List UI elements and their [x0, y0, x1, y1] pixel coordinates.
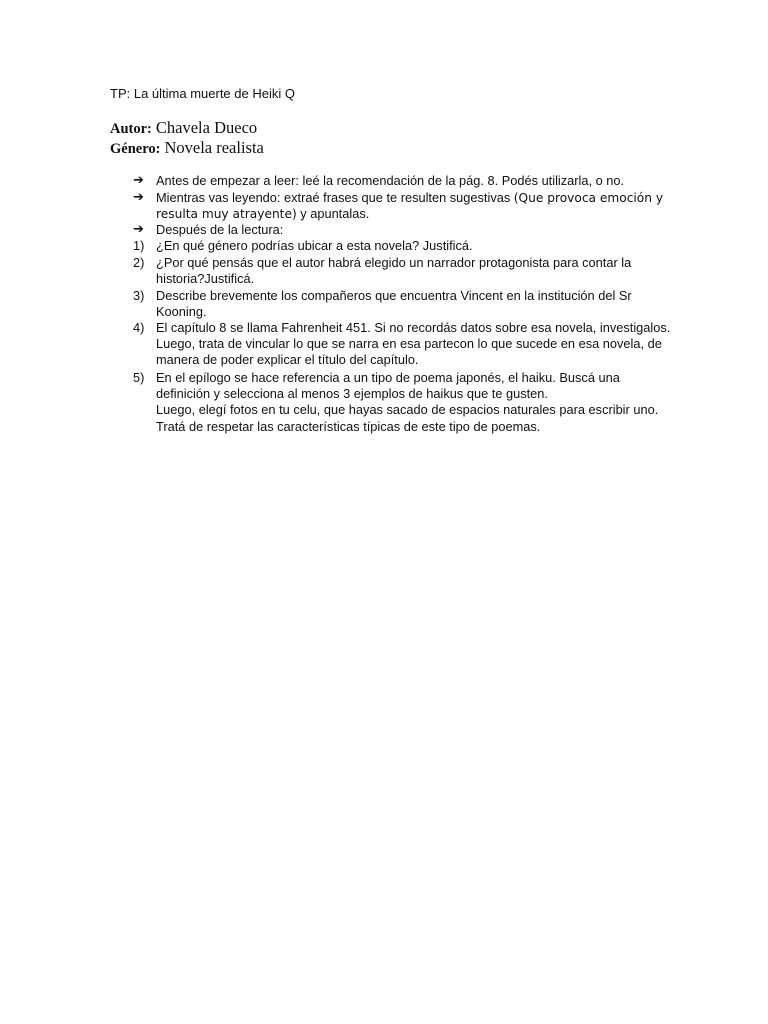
- bullet-text: Después de la lectura:: [156, 222, 284, 237]
- author-label: Autor:: [110, 121, 152, 137]
- bullet-text-definition: (Que provoca emoción y resulta muy atrayente): [156, 191, 664, 222]
- question-item: [133, 370, 673, 435]
- question-text: El capítulo 8 se llama Fahrenheit 451. Si no recordás datos sobre esa novela, investigalos. Luego, trata de vincular lo que se narra en esa partecon lo que sucede en esa novela, de manera de poder explicar el título del capítulo.: [156, 320, 671, 368]
- question-text: ¿Por qué pensás que el autor habrá elegido un narrador protagonista para contar la historia?Justificá.: [156, 255, 632, 287]
- question-item: [133, 288, 673, 320]
- bullet-item: [133, 173, 673, 189]
- question-text: ¿En qué género podrías ubicar a esta novela? Justificá.: [156, 238, 473, 253]
- genre-label: Género:: [110, 141, 161, 157]
- bullet-text-main: Mientras vas leyendo: extraé frases que te resulten sugestivas: [156, 190, 514, 205]
- question-number: 3): [133, 288, 145, 303]
- question-item: [133, 238, 673, 254]
- bullet-text-end: y apuntalas.: [296, 206, 370, 222]
- right-arrow-icon: ➔: [133, 222, 144, 237]
- question-text: En el epílogo se hace referencia a un tipo de poema japonés, el haiku. Buscá una definición y selecciona al menos 3 ejemplos de haikus que te gusten.: [156, 370, 620, 402]
- question-number: 1): [133, 238, 145, 253]
- question-item: [133, 320, 673, 369]
- bullet-item: [133, 222, 673, 238]
- bullet-text: [156, 190, 673, 222]
- author-line: [110, 118, 257, 138]
- question-text-continued: Luego, elegí fotos en tu celu, que hayas sacado de espacios naturales para escribir uno. Tratá de respetar las características típicas de este tipo de poemas.: [156, 402, 659, 434]
- genre-value: Novela realista: [164, 138, 264, 157]
- question-number: 2): [133, 255, 145, 270]
- question-item: [133, 255, 673, 287]
- right-arrow-icon: ➔: [133, 173, 144, 188]
- document-title: TP: La última muerte de Heiki Q: [110, 86, 295, 101]
- question-number: 4): [133, 320, 145, 335]
- right-arrow-icon: ➔: [133, 190, 144, 205]
- question-text: Describe brevemente los compañeros que encuentra Vincent en la institución del Sr Kooning.: [156, 288, 632, 320]
- question-number: 5): [133, 370, 145, 385]
- author-value: Chavela Dueco: [155, 118, 258, 137]
- bullet-item: [133, 190, 673, 222]
- bullet-text: Antes de empezar a leer: leé la recomendación de la pág. 8. Podés utilizarla, o no.: [156, 173, 625, 188]
- genre-line: [110, 138, 264, 158]
